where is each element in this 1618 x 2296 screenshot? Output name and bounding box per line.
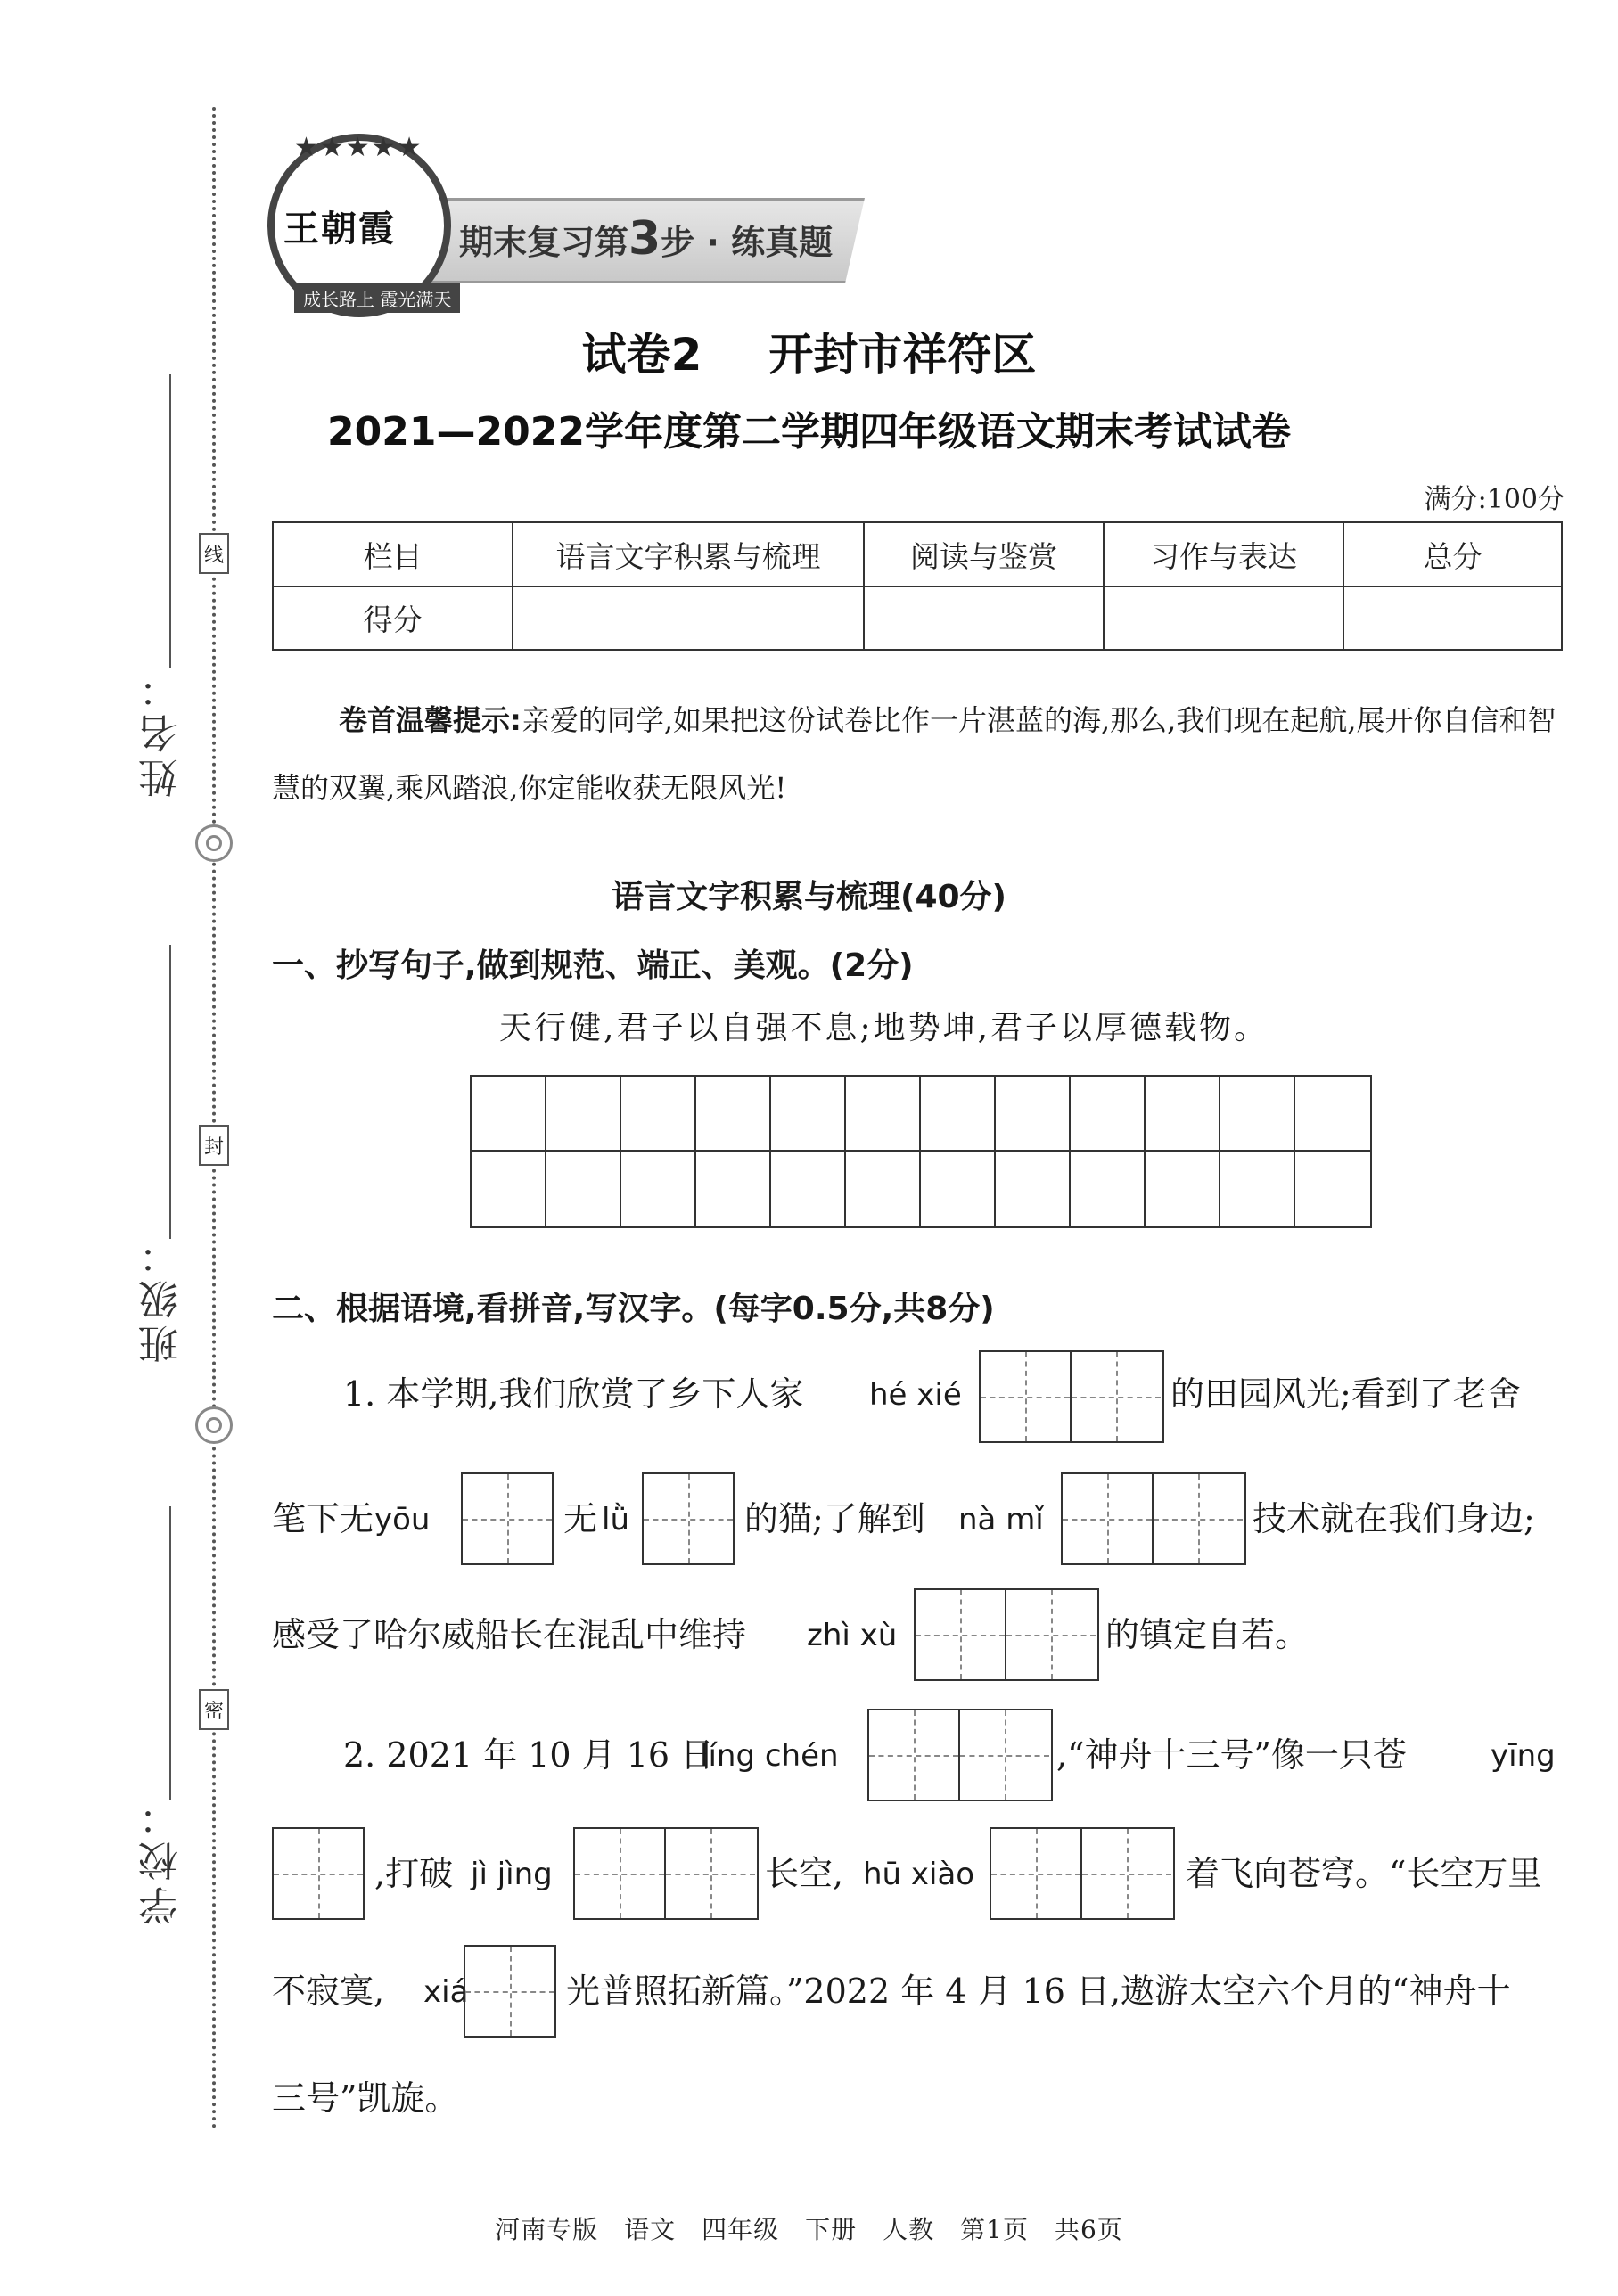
table-header-cell: 总分	[1343, 522, 1562, 586]
pinyin-zhi-xu: zhì xù	[807, 1618, 898, 1653]
score-cell[interactable]	[864, 586, 1104, 650]
q2-p2-text-d: 长空,	[765, 1854, 844, 1893]
q2-p2-text-a: 2. 2021 年 10 月 16 日	[343, 1735, 715, 1775]
pinyin-na-mi: nà mǐ	[958, 1502, 1044, 1538]
q2-p1-text-g: 感受了哈尔威船长在混乱中维持	[272, 1615, 747, 1654]
tip-label: 卷首温馨提示:	[339, 703, 522, 737]
table-header-cell: 语言文字积累与梳理	[513, 522, 864, 586]
answer-box-ji-jing[interactable]	[573, 1827, 759, 1920]
q2-p2-text-g: 光普照拓新篇。”2022 年 4 月 16 日,遨游太空六个月的“神舟十	[566, 1972, 1511, 2011]
q2-p2-text-b: ,“神舟十三号”像一只苍	[1056, 1735, 1407, 1775]
banner-text: 期末复习第3步 · 练真题	[459, 212, 834, 266]
pinyin-hu-xiao: hū xiào	[863, 1857, 975, 1892]
answer-box-lv[interactable]	[642, 1472, 735, 1565]
exam-subtitle: 2021—2022学年度第二学期四年级语文期末考试试卷	[327, 409, 1291, 455]
seal-char-secret: 密	[199, 1689, 229, 1730]
pinyin-ji-jing: jì jìng	[471, 1857, 553, 1892]
table-row	[273, 522, 1562, 586]
answer-box-xia[interactable]	[464, 1945, 556, 2038]
answer-box-ling-chen[interactable]	[867, 1709, 1053, 1801]
table-header-cell: 阅读与鉴赏	[864, 522, 1104, 586]
pinyin-ling-chen: líng chén	[700, 1738, 839, 1774]
q2-p1-text-h: 的镇定自若。	[1105, 1615, 1310, 1654]
q2-p1-text-b: 的田园风光;看到了老舍	[1170, 1374, 1521, 1414]
logo-name: 王朝霞	[283, 208, 396, 250]
score-table	[272, 521, 1563, 651]
table-row-label: 得分	[273, 586, 513, 650]
warm-tip	[272, 686, 1565, 822]
writing-grid[interactable]	[470, 1075, 1372, 1228]
q2-p1-text-a: 1. 本学期,我们欣赏了乡下人家	[343, 1374, 804, 1414]
answer-box-you[interactable]	[461, 1472, 554, 1565]
class-label: 班级：	[139, 1230, 185, 1364]
pinyin-ying: yīng	[1491, 1738, 1556, 1774]
pinyin-xia: xiá	[423, 1974, 469, 2010]
school-underline	[169, 1506, 171, 1800]
binding-knot-icon	[195, 824, 233, 862]
answer-box-na-mi[interactable]	[1061, 1472, 1246, 1565]
logo-stars-icon: ★★★★★	[294, 132, 423, 163]
seal-char-line: 线	[199, 533, 229, 574]
full-score: 满分:100分	[1424, 484, 1565, 515]
question-2-heading: 二、根据语境,看拼音,写汉字。(每字0.5分,共8分)	[272, 1291, 995, 1327]
score-cell[interactable]	[513, 586, 864, 650]
table-header-cell: 栏目	[273, 522, 513, 586]
q2-p1-text-e: 的猫;了解到	[744, 1499, 925, 1538]
logo-motto: 成长路上 霞光满天	[294, 283, 460, 313]
q2-p2-text-h: 三号”凯旋。	[272, 2079, 459, 2118]
answer-box-hu-xiao[interactable]	[990, 1827, 1175, 1920]
page-title: 试卷2 开封市祥符区	[581, 329, 1037, 381]
q2-p2-text-c: ,打破	[374, 1854, 454, 1893]
score-cell[interactable]	[1104, 586, 1343, 650]
school-label: 学校：	[139, 1792, 185, 1925]
q2-p2-text-e: 着飞向苍穹。“长空万里	[1186, 1854, 1542, 1893]
pinyin-lv: lǜ	[602, 1502, 629, 1538]
section-title: 语言文字积累与梳理(40分)	[611, 879, 1006, 915]
copy-sentence: 天行健,君子以自强不息;地势坤,君子以厚德载物。	[499, 1010, 1269, 1046]
pinyin-he-xie: hé xié	[869, 1377, 962, 1413]
score-cell[interactable]	[1343, 586, 1562, 650]
pinyin-you: yōu	[374, 1502, 431, 1538]
answer-box-ying[interactable]	[272, 1827, 365, 1920]
answer-box-he-xie[interactable]	[979, 1350, 1164, 1443]
tip-text: 亲爱的同学,如果把这份试卷比作一片湛蓝的海,那么,我们现在起航,展开你自信和智慧的双翼,乘风踏浪,你定能收获无限风光!	[272, 703, 1556, 805]
page-footer: 河南专版 语文 四年级 下册 人教 第1页 共6页	[495, 2215, 1123, 2244]
class-underline	[169, 945, 171, 1239]
binding-knot-icon	[195, 1406, 233, 1444]
name-label: 姓名：	[139, 664, 185, 798]
table-row	[273, 586, 1562, 650]
answer-box-zhi-xu[interactable]	[914, 1588, 1099, 1681]
table-header-cell: 习作与表达	[1104, 522, 1343, 586]
question-1-heading: 一、抄写句子,做到规范、端正、美观。(2分)	[272, 947, 914, 984]
seal-char-seal: 封	[199, 1125, 229, 1166]
q2-p1-text-f: 技术就在我们身边;	[1253, 1499, 1535, 1538]
q2-p1-text-c: 笔下无	[272, 1499, 374, 1538]
q2-p2-text-f: 不寂寞,	[272, 1972, 385, 2011]
q2-p1-text-d: 无	[563, 1499, 598, 1538]
